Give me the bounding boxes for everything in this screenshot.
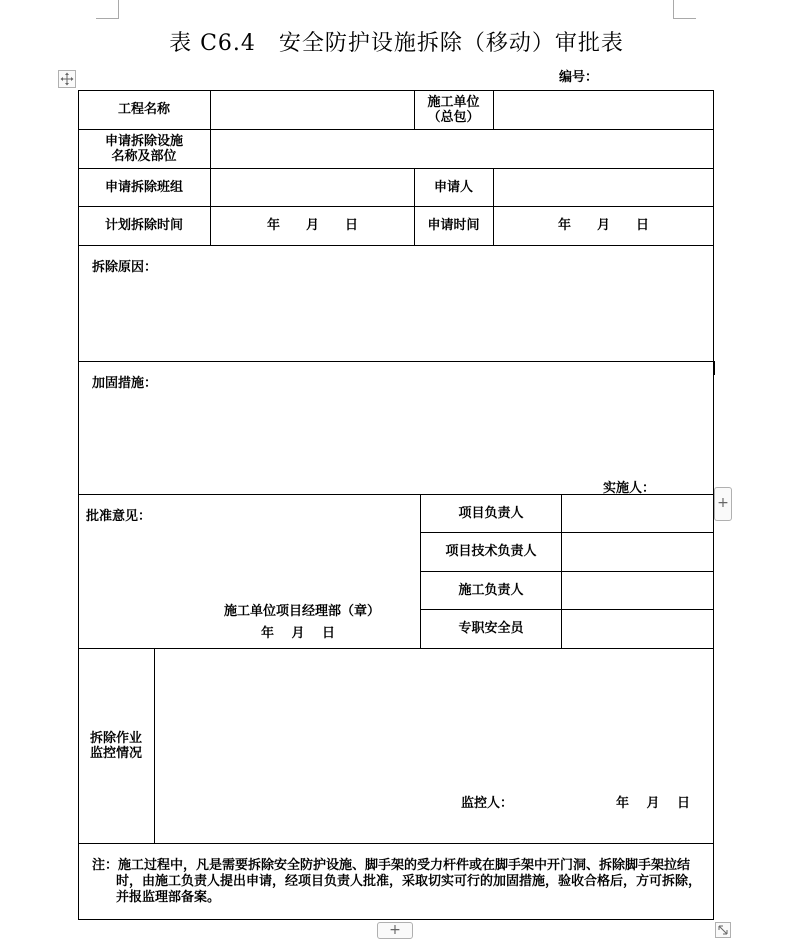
plan-time-label: 计划拆除时间 (104, 218, 183, 233)
team-field[interactable] (211, 168, 414, 206)
signature-field-tech-leader[interactable] (562, 533, 713, 571)
monitor-field[interactable] (155, 649, 713, 789)
applicant-field[interactable] (494, 168, 713, 206)
facility-label: 申请拆除设施 名称及部位 (104, 133, 183, 164)
table-move-handle[interactable] (58, 70, 76, 88)
implementer-label: 实施人： (603, 481, 656, 496)
contractor-label: 施工单位 （总包） (427, 94, 480, 125)
page-title: 表 C6.4 安全防护设施拆除（移动）审批表 (169, 31, 624, 56)
role-safety-officer: 专职安全员 (458, 621, 524, 636)
plan-date-field[interactable]: 年 月 日 (266, 218, 358, 233)
approval-label: 批准意见： (86, 509, 152, 524)
signature-field-construction-leader[interactable] (562, 572, 713, 609)
team-label: 申请拆除班组 (104, 179, 183, 195)
resize-icon (715, 922, 731, 938)
monitor-person-label: 监控人： (461, 796, 514, 811)
role-tech-leader: 项目技术负责人 (445, 544, 537, 559)
table-resize-handle[interactable] (715, 922, 731, 938)
stamp-label: 施工单位项目经理部（章） (224, 604, 381, 619)
serial-number-label: 编号： (559, 70, 599, 85)
form-note: 注：施工过程中，凡是需要拆除安全防护设施、脚手架的受力杆件或在脚手架中开门洞、拆除脚手架拉结时，由施工负责人提出申请，经项目负责人批准，采取切实可行的加固措施，验收合格后，方可拆除，并报监理部备案。 (92, 858, 702, 905)
page-corner-mark-left (96, 0, 119, 19)
contractor-field[interactable] (494, 90, 713, 129)
monitor-date: 年 月 日 (616, 796, 691, 811)
page-corner-mark-right (673, 0, 696, 19)
approval-date: 年 月 日 (261, 626, 336, 641)
move-icon (60, 72, 74, 86)
applicant-label: 申请人 (433, 179, 473, 195)
approval-form-table (78, 90, 714, 920)
add-column-button[interactable]: + (714, 487, 732, 521)
add-row-button[interactable]: + (377, 922, 413, 939)
role-project-leader: 项目负责人 (458, 505, 524, 521)
project-name-field[interactable] (211, 90, 414, 129)
reason-label: 拆除原因： (92, 260, 158, 275)
project-name-label: 工程名称 (117, 102, 170, 117)
role-construction-leader: 施工负责人 (458, 582, 524, 598)
measures-field[interactable] (79, 390, 713, 474)
text-cursor (713, 361, 715, 375)
apply-date-field[interactable]: 年 月 日 (557, 218, 649, 233)
reason-field[interactable] (79, 275, 713, 361)
apply-time-label: 申请时间 (427, 218, 480, 233)
facility-field[interactable] (211, 129, 713, 168)
signature-field-safety-officer[interactable] (562, 610, 713, 648)
monitor-section-label: 拆除作业 监控情况 (89, 730, 142, 761)
signature-field-project-leader[interactable] (562, 495, 713, 532)
measures-label: 加固措施： (92, 376, 158, 391)
